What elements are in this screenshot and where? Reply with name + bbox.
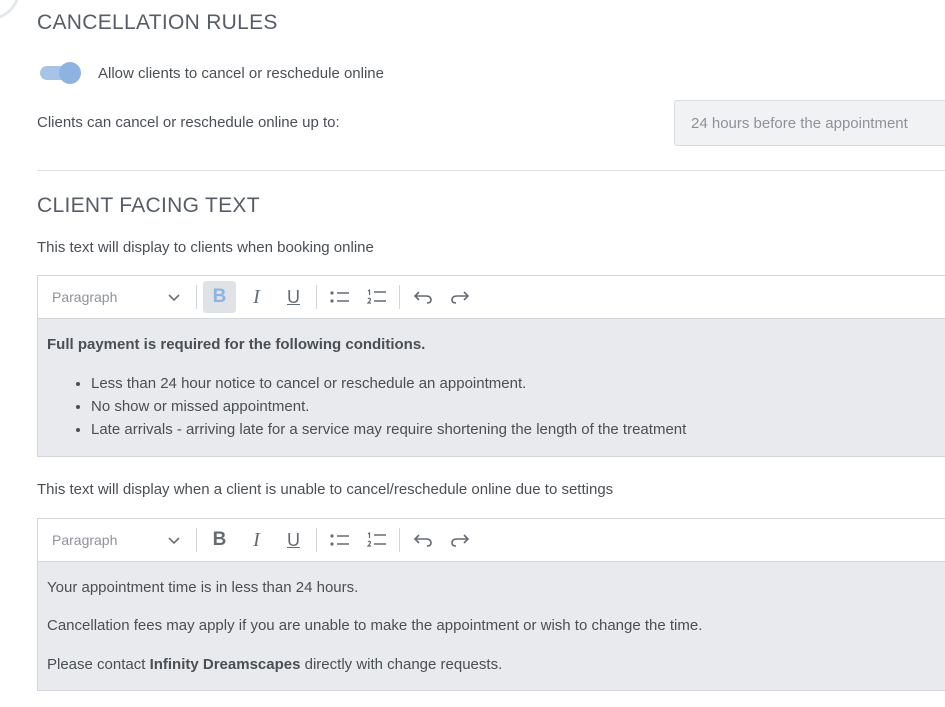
unable-line-3 (47, 653, 945, 676)
unable-text-content[interactable] (38, 562, 945, 690)
list-item: • Late arrivals - arriving late for a service may require shortening the length of the treatment (91, 418, 945, 441)
business-name: Infinity Dreamscapes (149, 656, 301, 673)
toolbar-separator (316, 528, 317, 552)
toolbar-separator (196, 528, 197, 552)
toolbar-separator (316, 285, 317, 309)
underline-button[interactable] (277, 524, 310, 556)
bold-button[interactable] (203, 524, 236, 556)
bold-icon: B (212, 529, 227, 550)
allow-cancel-toggle[interactable] (40, 60, 82, 86)
toolbar-separator (399, 528, 400, 552)
list-item: • No show or missed appointment. (91, 395, 945, 418)
unable-text-description: This text will display when a client is unable to cancel/reschedule online due to settings (37, 481, 614, 498)
line-3-prefix: Please contact (47, 656, 150, 673)
list-item: • Less than 24 hour notice to cancel or reschedule an appointment. (91, 372, 945, 395)
toggle-knob (59, 62, 81, 84)
allow-cancel-label: Allow clients to cancel or reschedule online (98, 64, 384, 82)
section-divider (37, 170, 945, 171)
unable-line-1: Your appointment time is in less than 24 hours. (47, 579, 359, 596)
redo-icon (450, 289, 470, 305)
underline-icon: U (287, 286, 300, 307)
toolbar-separator (196, 285, 197, 309)
italic-button[interactable] (240, 524, 273, 556)
booking-text-content[interactable] (38, 319, 945, 456)
client-facing-text-title: CLIENT FACING TEXT (37, 194, 260, 217)
unable-text-editor (37, 518, 945, 691)
cancel-limit-label: Clients can cancel or reschedule online up to: (37, 114, 340, 131)
undo-button[interactable] (406, 281, 439, 313)
chevron-down-icon (168, 289, 180, 305)
booking-text-description: This text will display to clients when booking online (37, 239, 374, 256)
bold-button[interactable] (203, 281, 236, 313)
conditions-list (47, 372, 945, 441)
format-select-value: Paragraph (52, 532, 118, 548)
numbered-list-icon (367, 531, 387, 549)
redo-icon (450, 532, 470, 548)
redo-button[interactable] (443, 524, 476, 556)
redo-button[interactable] (443, 281, 476, 313)
italic-icon: I (253, 528, 260, 551)
underline-button[interactable] (277, 281, 310, 313)
allow-cancel-toggle-row (40, 60, 384, 86)
numbered-list-button[interactable] (360, 524, 393, 556)
cancellation-rules-title: CANCELLATION RULES (37, 11, 278, 34)
bullet-list-icon (330, 532, 350, 548)
format-select-value: Paragraph (52, 289, 118, 305)
italic-icon: I (253, 285, 260, 308)
bullet-list-icon (330, 289, 350, 305)
editor-toolbar (38, 276, 945, 319)
paragraph-format-select[interactable] (44, 524, 192, 556)
chevron-down-icon (168, 532, 180, 548)
booking-text-heading: Full payment is required for the following conditions. (47, 336, 426, 353)
bullet-list-button[interactable] (323, 524, 356, 556)
underline-icon: U (287, 529, 300, 550)
numbered-list-icon (367, 288, 387, 306)
line-3-suffix: directly with change requests. (300, 656, 503, 673)
toolbar-separator (399, 285, 400, 309)
unable-line-2: Cancellation fees may apply if you are unable to make the appointment or wish to change the time. (47, 617, 703, 634)
booking-text-editor (37, 275, 945, 457)
numbered-list-button[interactable] (360, 281, 393, 313)
editor-toolbar (38, 519, 945, 562)
paragraph-format-select[interactable] (44, 281, 192, 313)
undo-button[interactable] (406, 524, 439, 556)
italic-button[interactable] (240, 281, 273, 313)
corner-decoration (0, 0, 20, 20)
bullet-list-button[interactable] (323, 281, 356, 313)
undo-icon (413, 289, 433, 305)
cancel-limit-select[interactable] (674, 100, 945, 146)
cancel-limit-value: 24 hours before the appointment (691, 114, 908, 132)
bold-icon: B (212, 286, 227, 307)
undo-icon (413, 532, 433, 548)
